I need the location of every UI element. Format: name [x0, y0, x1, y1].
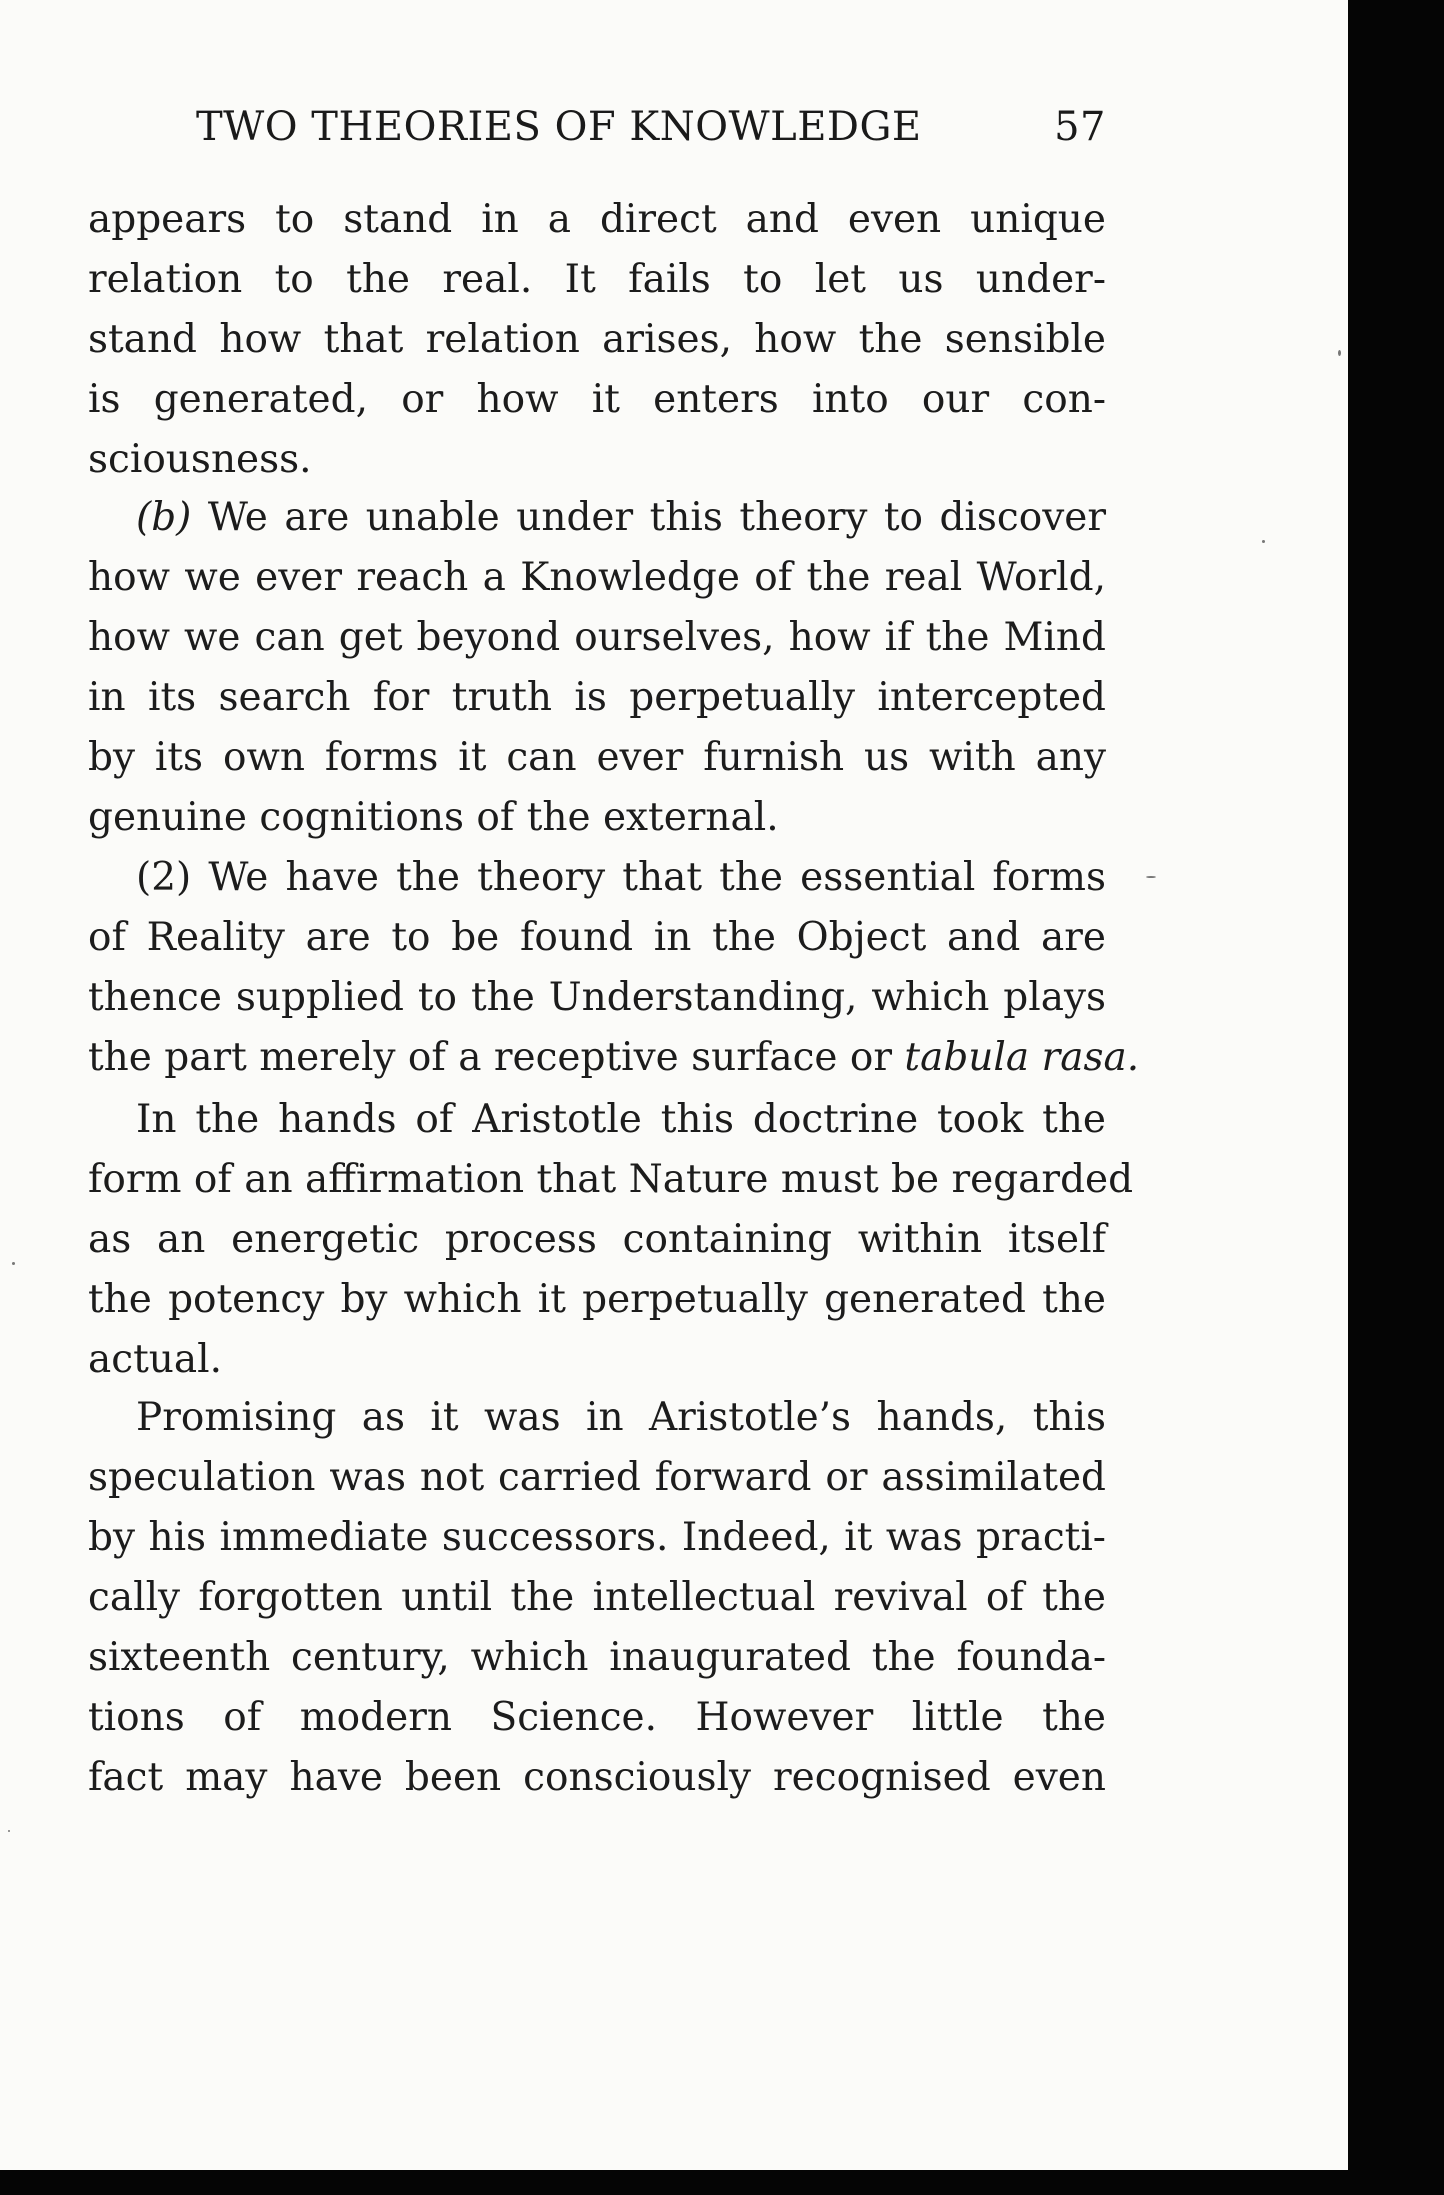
text-line: We are unable under this theory to discover — [207, 495, 1106, 540]
text-line: as an energetic process containing within itself — [88, 1217, 1106, 1262]
text-line: fact may have been consciously recognised even — [88, 1755, 1106, 1800]
scan-mark — [1338, 350, 1341, 356]
text-line: genuine cognitions of the external. — [88, 795, 779, 840]
text-line: by its own forms it can ever furnish us with any — [88, 735, 1106, 780]
page-number: 57 — [1054, 104, 1106, 150]
text-line: tions of modern Science. However little the — [88, 1695, 1106, 1740]
text-line: the potency by which it perpetually generated the — [88, 1277, 1106, 1322]
text-line: cally forgotten until the intellectual revival of the — [88, 1575, 1106, 1620]
text-line: by his immediate successors. Indeed, it was practi- — [88, 1515, 1106, 1560]
text-line: how we ever reach a Knowledge of the real World, — [88, 555, 1106, 600]
scan-mark — [8, 1830, 10, 1832]
text-line: thence supplied to the Understanding, which plays — [88, 975, 1106, 1020]
running-head — [196, 104, 1106, 164]
text-line: In the hands of Aristotle this doctrine took the — [136, 1097, 1106, 1142]
paragraph-marker-b: (b) — [136, 495, 192, 540]
text-line: the part merely of a receptive surface or — [88, 1035, 893, 1080]
text-line-with-italic — [88, 1030, 1140, 1086]
text-line: sixteenth century, which inaugurated the founda- — [88, 1635, 1106, 1680]
text-line: is generated, or how it enters into our con- — [88, 377, 1106, 422]
text-line: speculation was not carried forward or assimilated — [88, 1455, 1106, 1500]
text-line: Promising as it was in Aristotle’s hands, this — [136, 1395, 1106, 1440]
scan-border-right — [1348, 0, 1444, 2195]
italic-tabula-rasa: tabula rasa. — [904, 1035, 1140, 1080]
scan-mark — [1146, 876, 1156, 878]
paragraph-b-first-line — [136, 490, 1106, 546]
text-line: (2) We have the theory that the essential forms — [136, 855, 1106, 900]
scan-border-bottom — [0, 2170, 1444, 2195]
scan-mark — [12, 1262, 15, 1265]
text-line: in its search for truth is perpetually intercepted — [88, 675, 1106, 720]
text-line: how we can get beyond ourselves, how if the Mind — [88, 615, 1106, 660]
text-line: actual. — [88, 1337, 223, 1382]
text-line: stand how that relation arises, how the sensible — [88, 317, 1106, 362]
text-line: form of an affirmation that Nature must be regarded — [88, 1157, 1134, 1202]
text-line: of Reality are to be found in the Object and are — [88, 915, 1106, 960]
text-line: appears to stand in a direct and even unique — [88, 197, 1106, 242]
text-line: relation to the real. It fails to let us under- — [88, 257, 1106, 302]
text-line: sciousness. — [88, 437, 312, 482]
running-head-title: TWO THEORIES OF KNOWLEDGE — [196, 104, 922, 150]
scan-mark — [1262, 540, 1265, 543]
